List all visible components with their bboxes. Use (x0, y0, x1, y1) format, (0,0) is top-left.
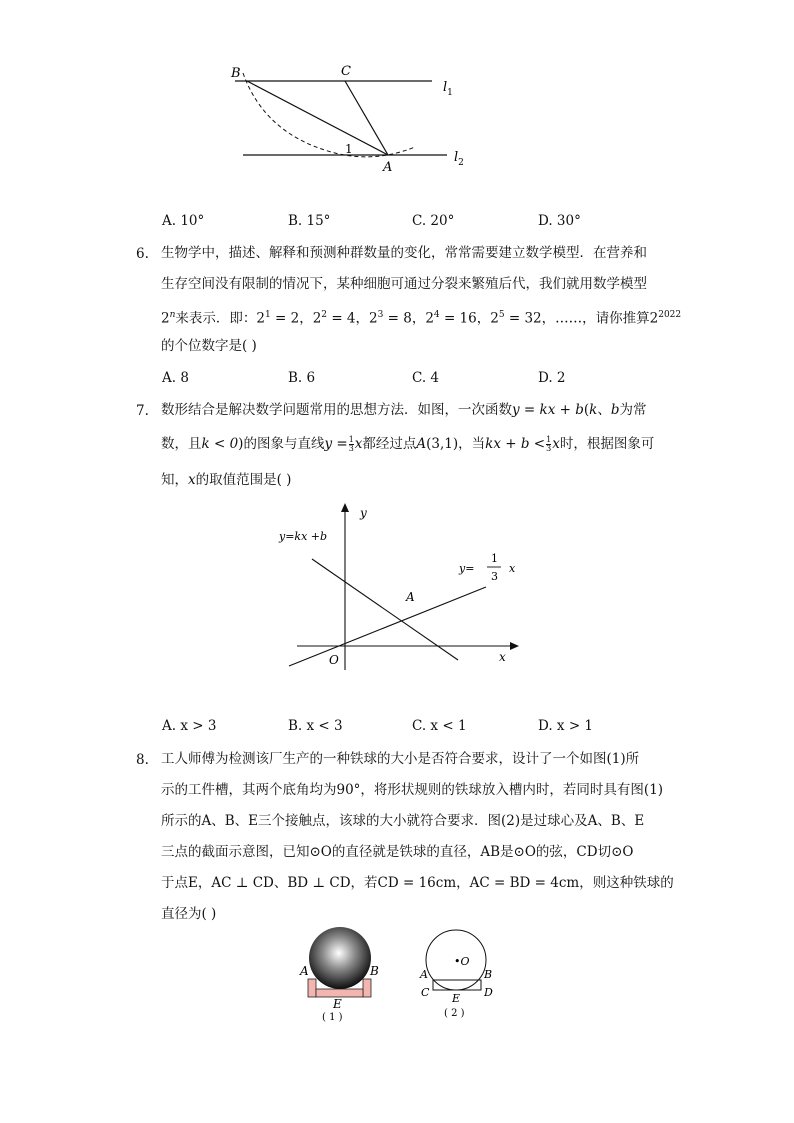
label-A: A (406, 590, 415, 604)
y-axis-arrow (341, 503, 349, 512)
label-C: C (341, 64, 351, 79)
q7-line-3: 知，x的取值范围是( ) (161, 472, 292, 488)
q6-option-d[interactable]: D. 2 (538, 370, 566, 386)
groove-left-wall (308, 979, 316, 997)
q6-line-4: 的个位数字是( ) (161, 338, 257, 354)
fig2-label-D: D (484, 986, 493, 999)
q8-number: 8. (136, 752, 149, 768)
q6-option-a[interactable]: A. 8 (162, 370, 189, 386)
q7-line-2: 数，且k < 0)的图象与直线y = $\frac{1}{3}$ x都经过点A(3,1)，当kx + b < $\frac{1}{3}$ x时，根据图象可 (161, 435, 655, 453)
q8-line-1: 工人师傅为检测该厂生产的一种铁球的大小是否符合要求，设计了一个如图(1)所 (161, 751, 640, 767)
q8-line-5: 于点E，AC ⊥ CD、BD ⊥ CD，若CD = 16cm，AC = BD = 4cm，则这种铁球的 (161, 875, 674, 891)
groove-right-wall (363, 979, 371, 997)
fig1-label-B: B (370, 964, 379, 978)
q7-line-1: 数形结合是解决数学问题常用的思想方法．如图，一次函数y = kx + b(k、b为常 (161, 402, 647, 418)
label-line2-den: 3 (491, 570, 498, 583)
fig2-caption: ( 2 ) (444, 1008, 465, 1019)
label-l1: $l_1$ (443, 80, 453, 98)
fig1-label-E: E (333, 997, 342, 1011)
groove-base (316, 989, 363, 997)
q6-line-1: 生物学中，描述、解释和预测种群数量的变化，常常需要建立数学模型．在营养和 (161, 245, 647, 261)
fig2-label-C: C (421, 986, 430, 999)
q5-option-d[interactable]: D. 30° (538, 213, 581, 229)
q6-number: 6. (136, 246, 149, 262)
q8-line-4: 三点的截面示意图，已知⊙O的直径就是铁球的直径，AB是⊙O的弦，CD切⊙O (161, 844, 634, 860)
q6-option-b[interactable]: B. 6 (288, 370, 316, 386)
fig2-label-B: B (484, 968, 493, 981)
q7-option-a[interactable]: A. x > 3 (162, 718, 217, 734)
q5-option-a[interactable]: A. 10° (162, 213, 205, 229)
label-line1: y=kx +b (279, 530, 328, 543)
q8-line-2: 示的工件槽，其两个底角均为90°，将形状规则的铁球放入槽内时，若同时具有图(1) (161, 782, 664, 798)
fig2-label-A: A (420, 968, 428, 981)
fig1-caption: ( 1 ) (322, 1012, 343, 1023)
label-line2-y: y= (459, 562, 475, 575)
label-y: y (360, 506, 367, 520)
label-x: x (499, 650, 506, 664)
fig2-label-O: •O (454, 955, 470, 968)
q6-line-3: 2$^n$来表示．即：$2^1 = 2$，$2^2 = 4$，$2^3 = 8$，$2^4 = 16$，$2^5 = 32$，……，请你推算$2^{2022}$ (161, 310, 682, 327)
fraction-one-third: $\frac{1}{3}$ (348, 435, 354, 453)
fraction-one-third-2: $\frac{1}{3}$ (546, 435, 552, 453)
label-angle-1: 1 (345, 142, 353, 156)
q6-line-2: 生存空间没有限制的情况下，某种细胞可通过分裂来繁殖后代，我们就用数学模型 (161, 276, 647, 292)
label-line2-num: 1 (491, 552, 498, 565)
label-B: B (231, 66, 241, 81)
q8-figure-2 (416, 925, 501, 1025)
arc-dashed (243, 73, 415, 157)
q7-figure (275, 500, 525, 680)
q5-figure (225, 55, 485, 180)
x-axis-arrow (510, 642, 519, 650)
label-A: A (383, 160, 393, 175)
q7-option-c[interactable]: C. x < 1 (412, 718, 467, 734)
fig2-label-E: E (452, 992, 461, 1005)
label-line2-x: x (509, 562, 516, 575)
fig1-label-A: A (300, 964, 309, 978)
q6-option-c[interactable]: C. 4 (412, 370, 440, 386)
q7-option-b[interactable]: B. x < 3 (288, 718, 343, 734)
q7-option-d[interactable]: D. x > 1 (538, 718, 594, 734)
q8-figure-1 (298, 925, 388, 1025)
q8-line-3: 所示的A、B、E三个接触点，该球的大小就符合要求．图(2)是过球心及A、B、E (161, 813, 645, 829)
q8-line-6: 直径为( ) (161, 906, 217, 922)
q5-option-c[interactable]: C. 20° (412, 213, 455, 229)
q5-option-b[interactable]: B. 15° (288, 213, 331, 229)
line-kx-plus-b (312, 559, 458, 660)
label-O: O (329, 653, 339, 667)
label-l2: $l_2$ (454, 150, 464, 168)
q7-number: 7. (136, 403, 149, 419)
line-third-x (289, 587, 486, 666)
iron-ball (309, 927, 371, 989)
